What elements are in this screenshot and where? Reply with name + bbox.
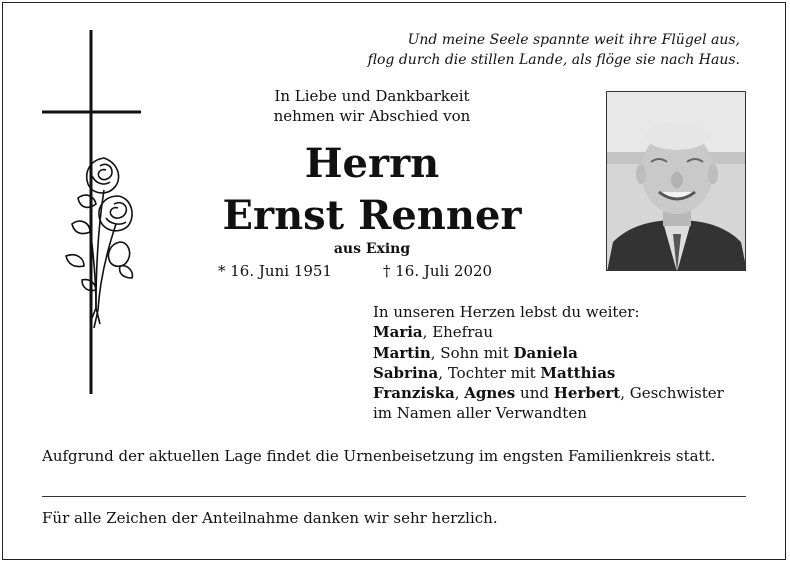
intro-text xyxy=(232,86,512,126)
cross-with-roses-icon xyxy=(38,28,148,398)
portrait-photo xyxy=(606,91,746,271)
mourners-list xyxy=(373,302,773,424)
mourner-row xyxy=(373,322,773,342)
mourner-row xyxy=(373,363,773,383)
quote-line: flog durch die stillen Lande, als flöge sie nach Haus. xyxy=(367,52,740,68)
mourner-relation: und xyxy=(515,384,554,403)
mourner-name: Agnes xyxy=(464,384,516,403)
origin: aus Exing xyxy=(333,241,411,257)
mourner-relation: , Sohn mit xyxy=(430,343,514,362)
deceased-name: Ernst Renner xyxy=(222,192,522,239)
thanks-text: Für alle Zeichen der Anteilnahme danken wir sehr herzlich. xyxy=(42,509,498,527)
portrait-illustration xyxy=(607,92,746,271)
quote-line: Und meine Seele spannte weit ihre Flügel aus, xyxy=(407,32,740,48)
mourner-relation: im Namen aller Verwandten xyxy=(373,404,587,423)
mourner-row xyxy=(373,383,773,403)
quote xyxy=(300,30,740,70)
birth-date: * 16. Juni 1951 xyxy=(218,262,332,280)
intro-line: nehmen wir Abschied von xyxy=(273,107,471,125)
divider xyxy=(42,496,746,497)
mourner-name: Sabrina xyxy=(373,363,439,382)
mourner-relation: , Ehefrau xyxy=(422,323,494,342)
mourner-name: Maria xyxy=(373,323,423,342)
mourner-name: Matthias xyxy=(540,363,616,382)
mourner-rows xyxy=(373,322,773,423)
mourner-name: Martin xyxy=(373,343,431,362)
mourner-relation: , xyxy=(454,384,465,403)
mourner-name: Daniela xyxy=(513,343,578,362)
mourner-name: Franziska xyxy=(373,384,455,403)
mourner-row xyxy=(373,403,773,423)
mourner-row xyxy=(373,343,773,363)
salutation: Herrn xyxy=(304,140,440,187)
burial-notice: Aufgrund der aktuellen Lage findet die Urnenbeisetzung im engsten Familienkreis statt. xyxy=(42,447,716,465)
mourner-relation: , Tochter mit xyxy=(438,363,541,382)
death-date: † 16. Juli 2020 xyxy=(383,262,493,280)
intro-line: In Liebe und Dankbarkeit xyxy=(274,87,470,105)
mourners-heading: In unseren Herzen lebst du weiter: xyxy=(373,303,640,321)
mourner-relation: , Geschwister xyxy=(620,384,724,403)
mourner-name: Herbert xyxy=(553,384,621,403)
